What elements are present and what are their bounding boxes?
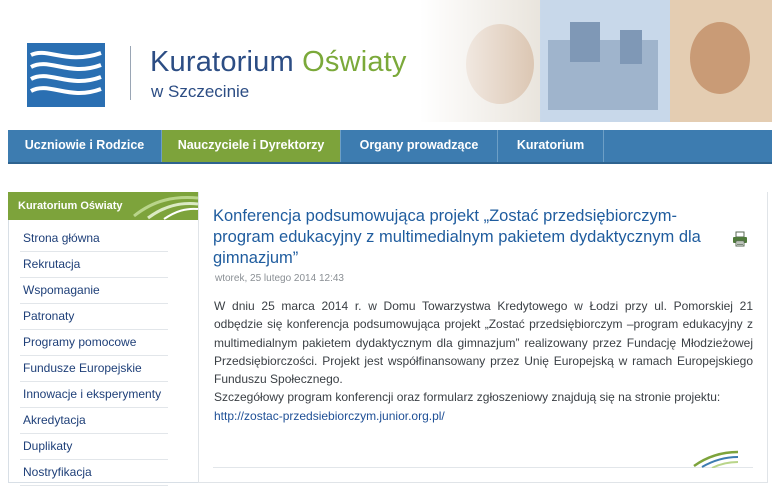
sidebar-item-duplikaty[interactable]: Duplikaty [20,434,168,460]
content-divider [213,467,753,468]
sidebar-item-innowacje[interactable]: Innowacje i eksperymenty [20,382,168,408]
printer-icon[interactable] [732,231,748,247]
article-paragraph-2: Szczegółowy program konferencji oraz formularz zgłoszeniowy znajdują się na stronie projektu: [214,390,721,405]
nav-item-nauczyciele[interactable]: Nauczyciele i Dyrektorzy [162,130,341,162]
swoosh-icon [692,448,740,468]
sidebar-menu [20,226,168,486]
main-nav [8,130,772,164]
sidebar-heading: Kuratorium Oświaty [18,200,123,212]
article-title[interactable]: Konferencja podsumowująca projekt „Zostać przedsiębiorczym-program edukacyjny z multimedialnym pakietem dydaktycznym dla gimnazjum” [213,207,701,267]
project-link[interactable]: http://zostac-przedsiebiorczym.junior.org.pl/ [214,408,445,423]
kuratorium-logo-icon[interactable] [27,43,105,107]
sidebar-item-patronaty[interactable]: Patronaty [20,304,168,330]
nav-item-organy[interactable]: Organy prowadzące [341,130,498,162]
header-photo-collage [420,0,772,122]
site-subtitle: w Szczecinie [151,82,250,101]
site-header [0,0,772,128]
nav-item-kuratorium[interactable]: Kuratorium [498,130,604,162]
site-title[interactable] [150,46,407,79]
article-body [214,297,753,425]
site-title-part2: Oświaty [302,46,407,78]
sidebar-header [8,192,198,220]
nav-item-uczniowie[interactable]: Uczniowie i Rodzice [8,130,162,162]
sidebar-item-wspomaganie[interactable]: Wspomaganie [20,278,168,304]
sidebar-item-fundusze-europejskie[interactable]: Fundusze Europejskie [20,356,168,382]
sidebar-item-akredytacja[interactable]: Akredytacja [20,408,168,434]
sidebar-item-programy-pomocowe[interactable]: Programy pomocowe [20,330,168,356]
sidebar-item-strona-glowna[interactable]: Strona główna [20,226,168,252]
article-date: wtorek, 25 lutego 2014 12:43 [215,273,344,284]
logo-divider [130,46,131,100]
sidebar-item-rekrutacja[interactable]: Rekrutacja [20,252,168,278]
sidebar-item-nostryfikacja[interactable]: Nostryfikacja [20,460,168,486]
site-title-part1: Kuratorium [150,46,303,78]
swoosh-icon [130,192,198,220]
article-paragraph: W dniu 25 marca 2014 r. w Domu Towarzystwa Kredytowego w Łodzi przy ul. Pomorskiej 21 odbędzie się konferencja podsumowująca projekt „Zostać przedsiębiorczym –program edukacyjny z multimedialnym pakietem dydaktycznym dla gimnazjum” realizowany przez Fundację Młodzieżowej Przedsiębiorczości. Projekt jest współfinansowany przez Unię Europejską w ramach Europejskiego Funduszu Społecznego. [214,299,753,387]
